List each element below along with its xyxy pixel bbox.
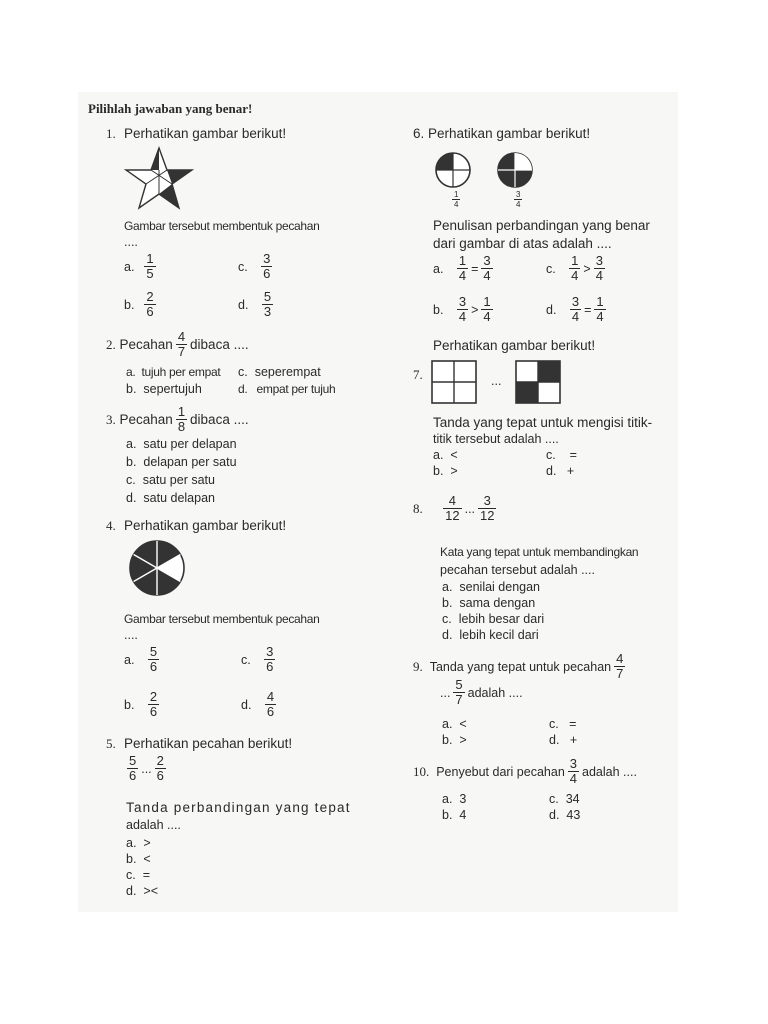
q4-option-a[interactable] [124,645,162,674]
worksheet-heading: Pilihlah jawaban yang benar! [88,101,253,116]
square-grid-empty-figure [431,360,477,404]
option-fraction: $\frac{5}{3}$ [263,289,272,319]
q3-option-d[interactable]: d. satu delapan [126,491,215,505]
q5-option-c[interactable]: c. = [126,868,150,882]
q7-option-b[interactable]: b. > [433,464,458,478]
q7-option-c[interactable]: c. = [546,448,577,462]
q8-option-d[interactable]: d. lebih kecil dari [442,628,539,642]
q2-option-c[interactable]: c. seperempat [238,365,321,379]
q7-dots: ... [491,374,502,388]
q5-fraction-comparison: $\frac{5}{6}$ ... $\frac{2}{6}$ [129,753,164,783]
option-letter: a. [124,652,135,667]
option-letter: b. [124,697,135,712]
q8-number: 8. [413,500,423,516]
option-letter: d. [241,697,252,712]
q9-stem-line1: 9. Tanda yang tepat untuk pecahan $\frac{4}{7}$ [413,651,624,681]
option-fraction: $\frac{5}{6}$ [149,644,158,674]
option-fraction: $\frac{4}{6}$ [266,689,275,719]
q9-option-a[interactable]: a. < [442,717,467,731]
q2-option-b[interactable]: b. sepertujuh [126,382,202,396]
q10-option-b[interactable]: b. 4 [442,808,467,822]
q6-option-b[interactable]: b. $\frac{3}{4}$ > $\frac{1}{4}$ [433,294,491,324]
q4-option-d[interactable] [241,690,279,719]
q9-option-d[interactable]: d. + [549,733,578,747]
q9-option-c[interactable]: c. = [549,717,577,731]
q4-option-b[interactable] [124,690,162,719]
q4-dots: .... [124,628,138,642]
q7-prompt: Perhatikan gambar berikut! [433,338,596,353]
q6-stem-line2: dari gambar di atas adalah .... [433,236,612,251]
q3-option-b[interactable]: b. delapan per satu [126,455,237,469]
q6-option-d[interactable]: d. $\frac{3}{4}$ = $\frac{1}{4}$ [546,294,604,324]
q1-number: 1. [106,126,116,141]
q3-stem: 3. Pecahan $\frac{1}{8}$ dibaca .... [106,404,249,434]
q5-number: 5. [106,736,116,751]
q6-prompt: 6. Perhatikan gambar berikut! [413,126,591,141]
q5-prompt: Perhatikan pecahan berikut! [124,736,293,751]
q1-option-a[interactable] [124,252,159,281]
q8-option-b[interactable]: b. sama dengan [442,596,536,610]
option-letter: c. [241,652,251,667]
q1-option-b[interactable] [124,290,159,319]
option-letter: b. [124,297,135,312]
q8-fraction-comparison: 8. $\frac{4}{12}$ ... $\frac{3}{12}$ [413,493,495,523]
q10-number: 10. [413,763,430,779]
q6-number: 6. [413,126,425,141]
q6-option-a[interactable]: a. $\frac{1}{4}$ = $\frac{3}{4}$ [433,253,491,283]
q4-number: 4. [106,518,116,533]
q1-dots: .... [124,235,138,249]
q2-option-d[interactable]: d. empat per tujuh [238,382,336,396]
q2-option-a[interactable]: a. tujuh per empat [126,365,221,379]
option-letter: a. [124,259,135,274]
q4-prompt: Perhatikan gambar berikut! [124,518,287,533]
option-fraction: $\frac{1}{5}$ [146,251,154,281]
option-fraction: $\frac{3}{6}$ [266,644,274,674]
option-letter: d. [238,297,249,312]
q8-option-a[interactable]: a. senilai dengan [442,580,541,594]
q5-option-a[interactable]: a. > [126,836,151,850]
q5-option-b[interactable]: b. < [126,852,151,866]
q7-option-a[interactable]: a. < [433,448,458,462]
q3-number: 3. [106,411,116,427]
circle-three-quarters-figure [495,150,535,190]
q1-prompt: Perhatikan gambar berikut! [124,126,287,141]
option-fraction: $\frac{2}{6}$ [146,289,154,319]
q10-option-c[interactable]: c. 34 [549,792,580,806]
q10-option-d[interactable]: d. 43 [549,808,581,822]
q9-number: 9. [413,658,423,674]
fig-left-label: $\frac{1}{4}$ [454,190,459,209]
q8-option-c[interactable]: c. lebih besar dari [442,612,545,626]
q7-stem-line1: Tanda yang tepat untuk mengisi titik- [433,415,653,430]
q1-option-c[interactable] [238,252,275,281]
option-letter: c. [238,259,248,274]
square-grid-shaded-figure [515,360,561,404]
option-fraction: $\frac{2}{6}$ [149,689,158,719]
q6-stem-line1: Penulisan perbandingan yang benar [433,218,650,233]
q4-option-c[interactable] [241,645,278,674]
q5-stem-line1: Tanda perbandingan yang tepat [126,800,351,815]
q10-stem: 10. Penyebut dari pecahan $\frac{3}{4}$ adalah .... [413,756,637,786]
q1-stem: Gambar tersebut membentuk pecahan [124,219,320,233]
q2-stem: 2. Pecahan $\frac{4}{7}$ dibaca .... [106,329,249,359]
q10-option-a[interactable]: a. 3 [442,792,467,806]
q7-number: 7. [413,367,423,382]
circle-one-quarter-figure [433,150,473,190]
q7-stem-line2: titik tersebut adalah .... [433,432,559,446]
star-figure [122,146,196,210]
q3-option-a[interactable]: a. satu per delapan [126,437,237,451]
circle-sixths-figure [128,539,186,597]
q2-number: 2. [106,336,116,352]
q7-option-d[interactable]: d. + [546,464,575,478]
q8-stem-line1: Kata yang tepat untuk membandingkan [440,545,639,559]
q9-option-b[interactable]: b. > [442,733,467,747]
q4-stem: Gambar tersebut membentuk pecahan [124,612,320,626]
q5-option-d[interactable]: d. >< [126,884,158,898]
q9-stem-line2: ... $\frac{5}{7}$ adalah .... [440,677,523,707]
option-fraction: $\frac{3}{6}$ [263,251,271,281]
q6-option-c[interactable]: c. $\frac{1}{4}$ > $\frac{3}{4}$ [546,253,603,283]
q1-option-d[interactable] [238,290,276,319]
q8-stem-line2: pecahan tersebut adalah .... [440,563,595,577]
fig-right-label: $\frac{3}{4}$ [516,190,521,209]
q3-option-c[interactable]: c. satu per satu [126,473,215,487]
q5-stem-line2: adalah .... [126,818,181,832]
